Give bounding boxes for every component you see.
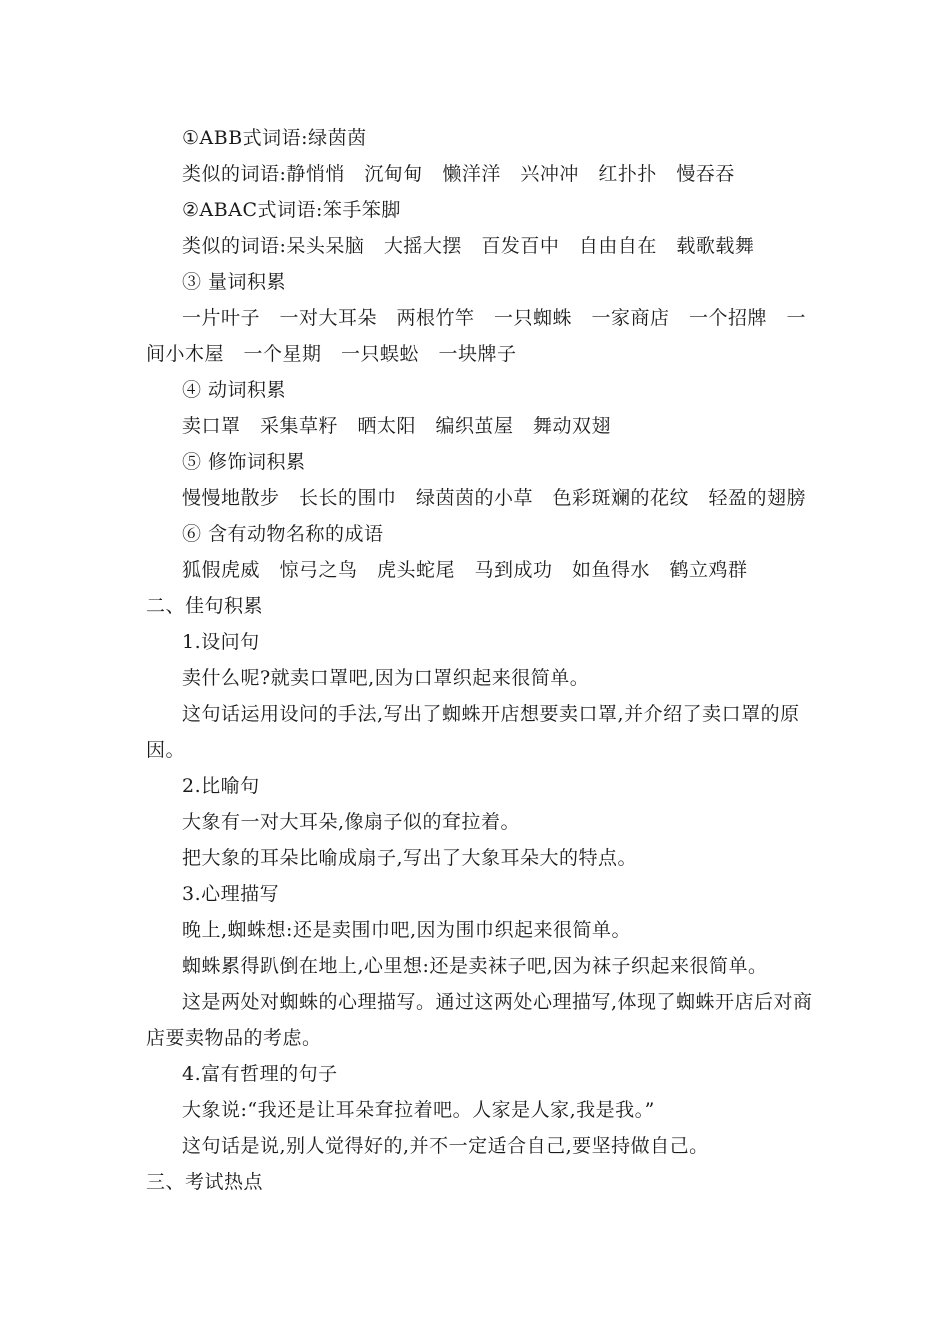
line-abac-examples: 类似的词语:呆头呆脑 大摇大摆 百发百中 自由自在 载歌载舞 <box>182 235 755 257</box>
line-simile-example: 大象有一对大耳朵,像扇子似的耷拉着。 <box>182 811 521 833</box>
line-modifiers-heading: ⑤ 修饰词积累 <box>182 451 306 473</box>
line-abb-heading: ①ABB式词语:绿茵茵 <box>182 127 367 149</box>
line-measure-words-1: 一片叶子 一对大耳朵 两根竹竿 一只蜘蛛 一家商店 一个招牌 一 <box>182 307 807 329</box>
line-psych-explain-1: 这是两处对蜘蛛的心理描写。通过这两处心理描写,体现了蜘蛛开店后对商 <box>182 991 813 1013</box>
section-heading-exam: 三、考试热点 <box>146 1171 264 1193</box>
section-heading-sentences: 二、佳句积累 <box>146 595 264 617</box>
line-psych-heading: 3.心理描写 <box>182 883 280 905</box>
line-verbs: 卖口罩 采集草籽 晒太阳 编织茧屋 舞动双翅 <box>182 415 612 437</box>
line-measure-words-2: 间小木屋 一个星期 一只蜈蚣 一块牌子 <box>146 343 517 365</box>
line-abac-heading: ②ABAC式词语:笨手笨脚 <box>182 199 401 221</box>
line-psych-example-1: 晚上,蜘蛛想:还是卖围巾吧,因为围巾织起来很简单。 <box>182 919 631 941</box>
line-idioms-heading: ⑥ 含有动物名称的成语 <box>182 523 384 545</box>
line-idioms: 狐假虎威 惊弓之鸟 虎头蛇尾 马到成功 如鱼得水 鹤立鸡群 <box>182 559 748 581</box>
line-rhetorical-explain-2: 因。 <box>146 739 186 761</box>
line-philosophy-heading: 4.富有哲理的句子 <box>182 1063 338 1085</box>
line-abb-examples: 类似的词语:静悄悄 沉甸甸 懒洋洋 兴冲冲 红扑扑 慢吞吞 <box>182 163 735 185</box>
line-psych-example-2: 蜘蛛累得趴倒在地上,心里想:还是卖袜子吧,因为袜子织起来很简单。 <box>182 955 768 977</box>
line-measure-words-heading: ③ 量词积累 <box>182 271 287 293</box>
line-modifiers: 慢慢地散步 长长的围巾 绿茵茵的小草 色彩斑斓的花纹 轻盈的翅膀 <box>182 487 807 509</box>
line-philosophy-example: 大象说:“我还是让耳朵耷拉着吧。人家是人家,我是我。” <box>182 1099 655 1121</box>
line-rhetorical-explain-1: 这句话运用设问的手法,写出了蜘蛛开店想要卖口罩,并介绍了卖口罩的原 <box>182 703 800 725</box>
line-simile-explain: 把大象的耳朵比喻成扇子,写出了大象耳朵大的特点。 <box>182 847 638 869</box>
line-verbs-heading: ④ 动词积累 <box>182 379 287 401</box>
line-simile-heading: 2.比喻句 <box>182 775 260 797</box>
line-rhetorical-heading: 1.设问句 <box>182 631 260 653</box>
line-psych-explain-2: 店要卖物品的考虑。 <box>146 1027 322 1049</box>
line-philosophy-explain: 这句话是说,别人觉得好的,并不一定适合自己,要坚持做自己。 <box>182 1135 709 1157</box>
line-rhetorical-example: 卖什么呢?就卖口罩吧,因为口罩织起来很简单。 <box>182 667 590 689</box>
